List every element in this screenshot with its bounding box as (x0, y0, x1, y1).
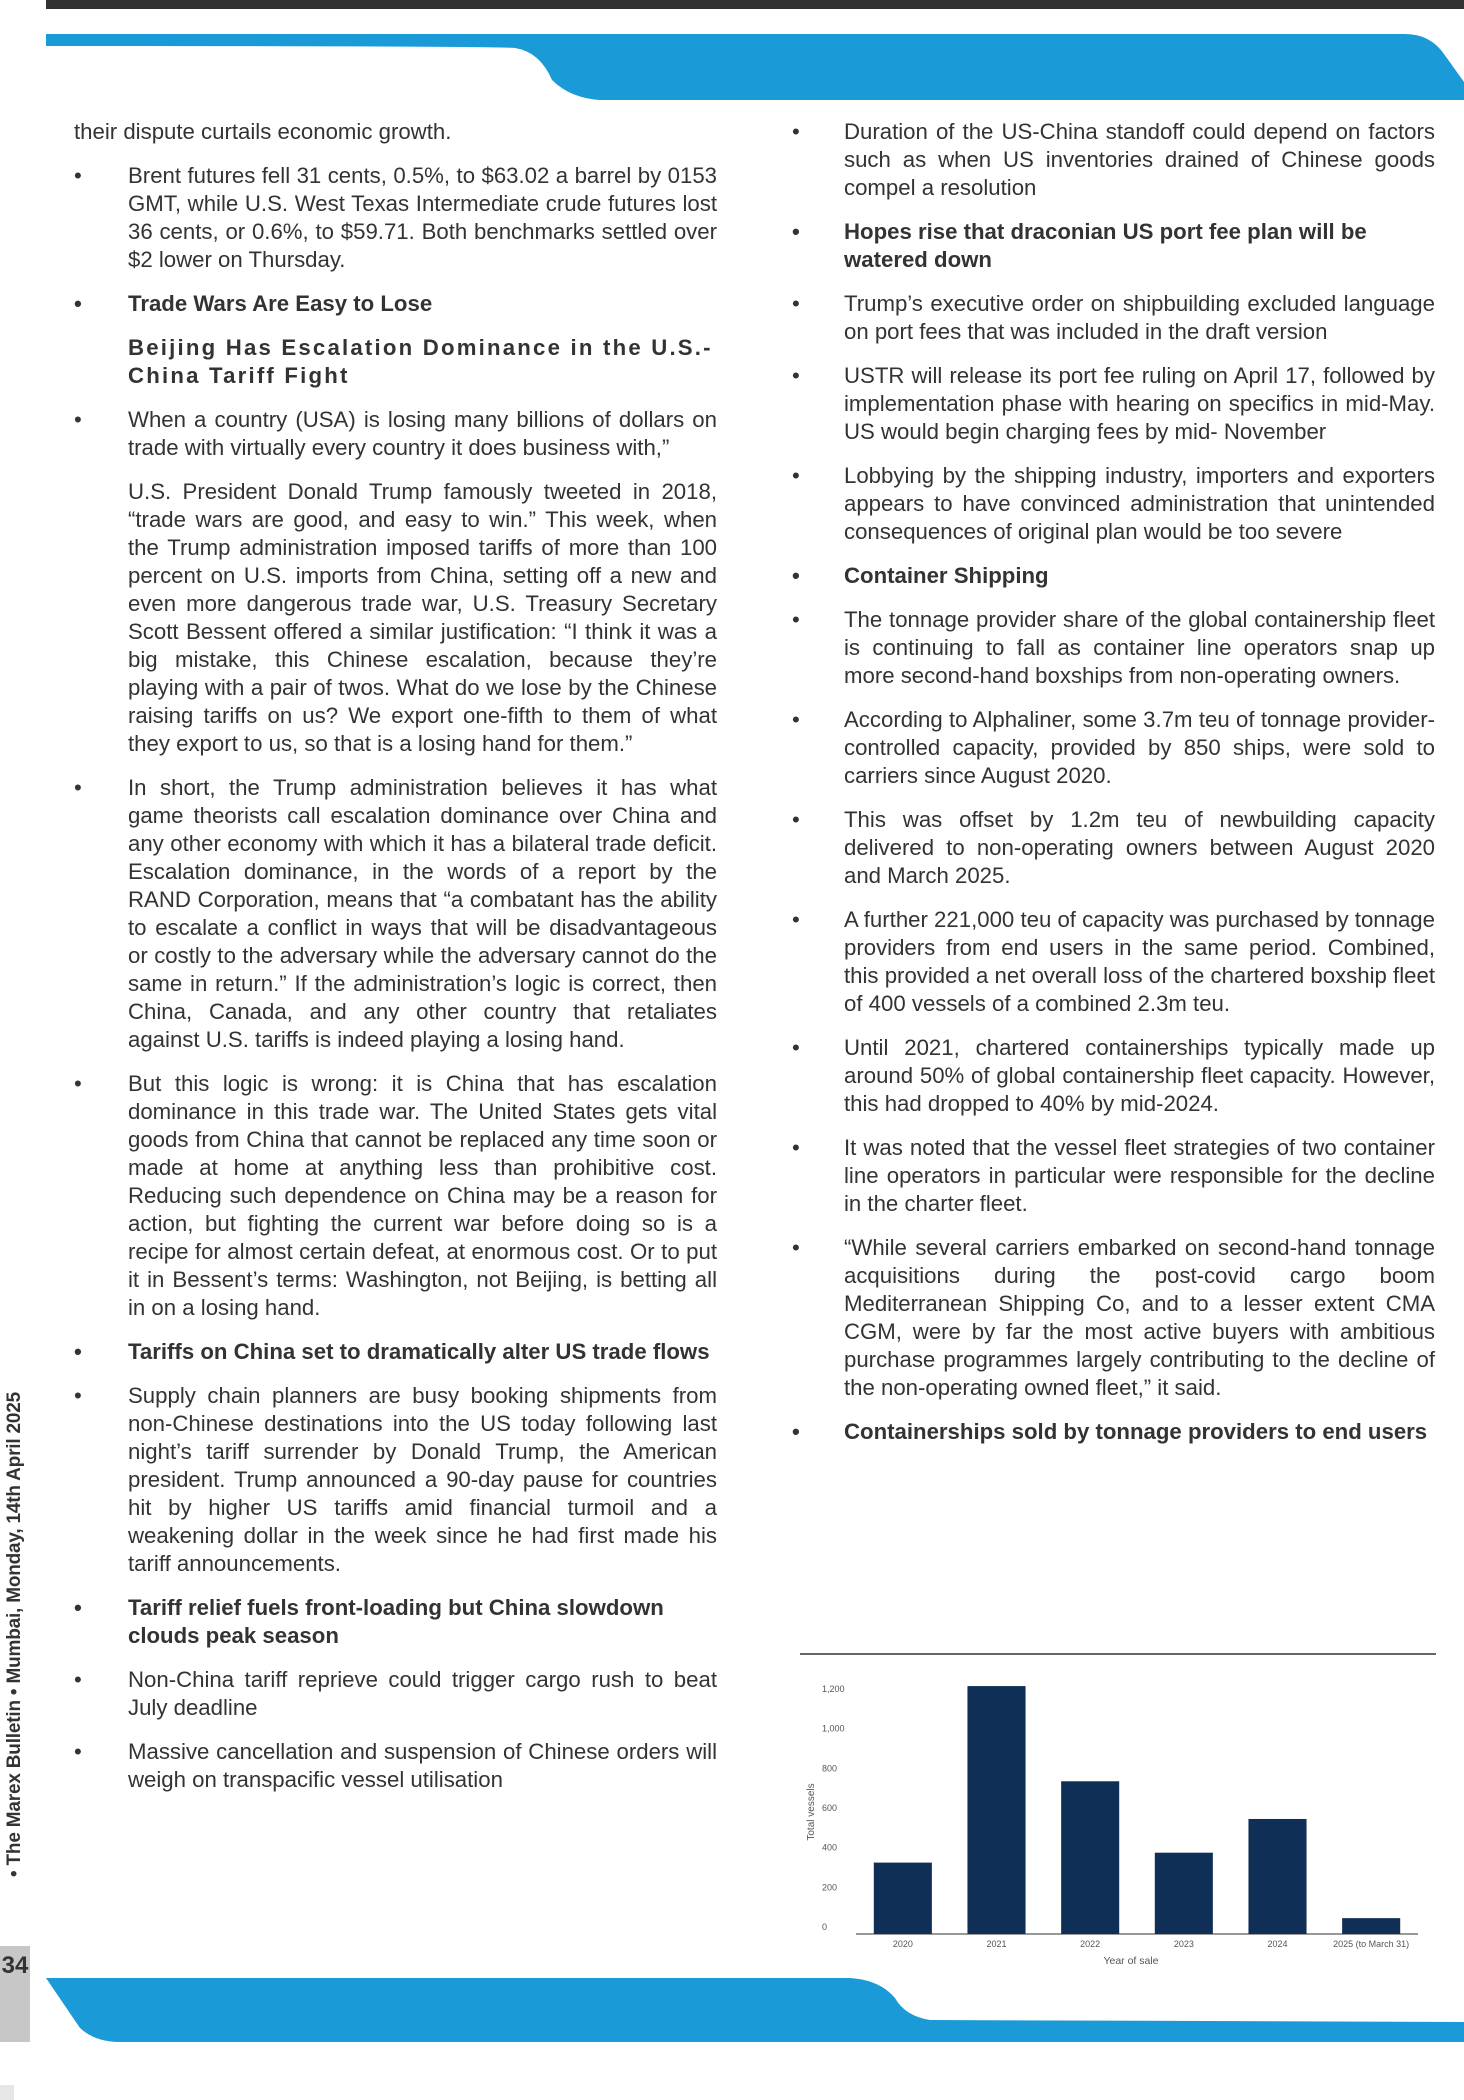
bullet-brent-futures: • Brent futures fell 31 cents, 0.5%, to $63.02 a barrel by 0153 GMT, while U.S. West Texas Intermediate crude futures lost 36 cents, or 0.6%, to $59.71. Both benchmarks settled over $2 lower on Thursday. (74, 162, 717, 274)
chart-x-tick-label: 2024 (1267, 1939, 1288, 1949)
chart-x-tick-label: 2021 (986, 1939, 1007, 1949)
bullet-tonnage-share: • The tonnage provider share of the global containership fleet is continuing to fall as container line operators snap up more second-hand boxships from non-operating owners. (792, 606, 1435, 690)
bullet-tariffs-heading: • Tariffs on China set to dramatically alter US trade flows (74, 1338, 717, 1366)
bullet-escalation-dominance: • In short, the Trump administration believes it has what game theorists call escalation dominance over China and any other economy with which it has a bilateral trade deficit. Escalation dominance, in the words of a report by the RAND Corporation, means that “a combatant has the ability to escalate a conflict in ways that will be disadvantageous or costly to the adversary while the adversary cannot do the same in return.” If the administration’s logic is correct, then China, Canada, and any other country that retaliates against U.S. tariffs is indeed playing a losing hand. (74, 774, 717, 1054)
chart-x-tick-label: 2022 (1080, 1939, 1101, 1949)
chart-y-tick-label: 1,200 (822, 1684, 845, 1694)
bullet-msc-quote: • “While several carriers embarked on second-hand tonnage acquisitions during the post-covid cargo boom Mediterranean Shipping Co, and to a lesser extent CMA CGM, were by far the most active buyers with ambitious purchase programmes largely contributing to the decline of the non-operating owned fleet,” it said. (792, 1234, 1435, 1402)
chart-bar-2022 (1061, 1781, 1119, 1934)
chart-y-tick-label: 200 (822, 1882, 838, 1893)
bullet-container-shipping-heading: • Container Shipping (792, 562, 1435, 590)
subheading-escalation-text: Beijing Has Escalation Dominance in the U.S.-China Tariff Fight (128, 335, 713, 388)
bullet-fleet-strategies: • It was noted that the vessel fleet strategies of two container line operators in particular were responsible for the decline in the charter fleet. (792, 1134, 1435, 1218)
chart-x-tick-label: 2023 (1173, 1939, 1194, 1949)
containerships-sold-chart (798, 1652, 1438, 1974)
chart-x-tick-label: 2025 (to March 31) (1333, 1939, 1410, 1949)
bullet-cargo-rush: • Non-China tariff reprieve could trigger cargo rush to beat July deadline (74, 1666, 717, 1722)
header-wave (0, 30, 1464, 110)
chart-bar-2024 (1248, 1819, 1306, 1934)
intro-text: their dispute curtails economic growth. (74, 119, 452, 144)
bullet-chart-heading: • Containerships sold by tonnage providers to end users (792, 1418, 1435, 1446)
bullet-standoff-duration: • Duration of the US-China standoff could depend on factors such as when US inventories drained of Chinese goods compel a resolution (792, 118, 1435, 202)
bullet-net-loss: • A further 221,000 teu of capacity was purchased by tonnage providers from end users in the same period. Combined, this provided a net overall loss of the chartered boxship fleet of 400 vessels of a combined 2.3m teu. (792, 906, 1435, 1018)
right-column (792, 118, 1435, 1462)
bullet-supply-chain: • Supply chain planners are busy booking shipments from non-Chinese destinations into the US today following last night’s tariff surrender by Donald Trump, the American president. Trump announced a 90-day pause for countries hit by higher US tariffs amid financial turmoil and a weakening dollar in the week since he had first made his tariff announcements. (74, 1382, 717, 1578)
subheading-escalation (74, 334, 717, 390)
chart-x-tick-label: 2020 (892, 1939, 913, 1949)
chart-y-tick-label: 1,000 (822, 1723, 845, 1734)
chart-bar-2023 (1155, 1853, 1213, 1934)
page-number: 34 (0, 1946, 30, 2042)
chart-y-tick-label: 0 (822, 1922, 828, 1932)
bullet-port-fee-heading: • Hopes rise that draconian US port fee plan will be watered down (792, 218, 1435, 274)
footer-wave (0, 1970, 1464, 2045)
bullet-newbuilding: • This was offset by 1.2m teu of newbuilding capacity delivered to non-operating owners between August 2020 and March 2025. (792, 806, 1435, 890)
bullet-chartered-share: • Until 2021, chartered containerships typically made up around 50% of global containership fleet capacity. However, this had dropped to 40% by mid-2024. (792, 1034, 1435, 1118)
chart-y-tick-label: 400 (822, 1842, 838, 1853)
bullet-lobbying: • Lobbying by the shipping industry, importers and exporters appears to have convinced administration that unintended consequences of original plan would be too severe (792, 462, 1435, 546)
bullet-alphaliner: • According to Alphaliner, some 3.7m teu of tonnage provider-controlled capacity, provided by 850 ships, were sold to carriers since August 2020. (792, 706, 1435, 790)
chart-bar-2021 (967, 1686, 1025, 1934)
left-column (74, 118, 717, 1810)
chart-y-tick-label: 600 (822, 1803, 838, 1813)
chart-y-tick-label: 800 (822, 1763, 838, 1774)
bullet-ustr-ruling: • USTR will release its port fee ruling on April 17, followed by implementation phase with hearing on specifics in mid-May. US would begin charging fees by mid- November (792, 362, 1435, 446)
corner-mark (0, 2085, 14, 2100)
bullet-trade-wars-heading: • Trade Wars Are Easy to Lose (74, 290, 717, 318)
bullet-losing-billions: • When a country (USA) is losing many billions of dollars on trade with virtually every country it does business with,” (74, 406, 717, 462)
chart-x-axis-label: Year of sale (1103, 1955, 1159, 1967)
bullet-cancellation: • Massive cancellation and suspension of Chinese orders will weigh on transpacific vessel utilisation (74, 1738, 717, 1794)
bullet-logic-wrong: • But this logic is wrong: it is China that has escalation dominance in this trade war. The United States gets vital goods from China that cannot be replaced any time soon or made at home at anything less than prohibitive cost. Reducing such dependence on China may be a reason for action, but fighting the current war before doing so is a recipe for almost certain defeat, at enormous cost. Or to put it in Bessent’s terms: Washington, not Beijing, is betting all in on a losing hand. (74, 1070, 717, 1322)
chart-bar-2020 (874, 1863, 932, 1934)
bulletin-side-label: • The Marex Bulletin • Mumbai, Monday, 14th April 2025 (4, 1392, 25, 1877)
chart-bar-2025 (1342, 1918, 1400, 1934)
bullet-tariff-relief-heading: • Tariff relief fuels front-loading but China slowdown clouds peak season (74, 1594, 717, 1650)
bullet-executive-order: • Trump’s executive order on shipbuilding excluded language on port fees that was included in the draft version (792, 290, 1435, 346)
paragraph-trump-tweet: U.S. President Donald Trump famously tweeted in 2018, “trade wars are good, and easy to win.” This week, when the Trump administration imposed tariffs of more than 100 percent on U.S. imports from China, setting off a new and even more dangerous trade war, U.S. Treasury Secretary Scott Bessent offered a similar justification: “I think it was a big mistake, this Chinese escalation, because they’re playing with a pair of twos. What do we lose by the Chinese raising tariffs on us? We export one-fifth to them of what they export to us, so that is a losing hand for them.” (128, 479, 717, 756)
chart-y-axis-label: Total vessels (806, 1783, 817, 1841)
top-rule (46, 0, 1464, 9)
